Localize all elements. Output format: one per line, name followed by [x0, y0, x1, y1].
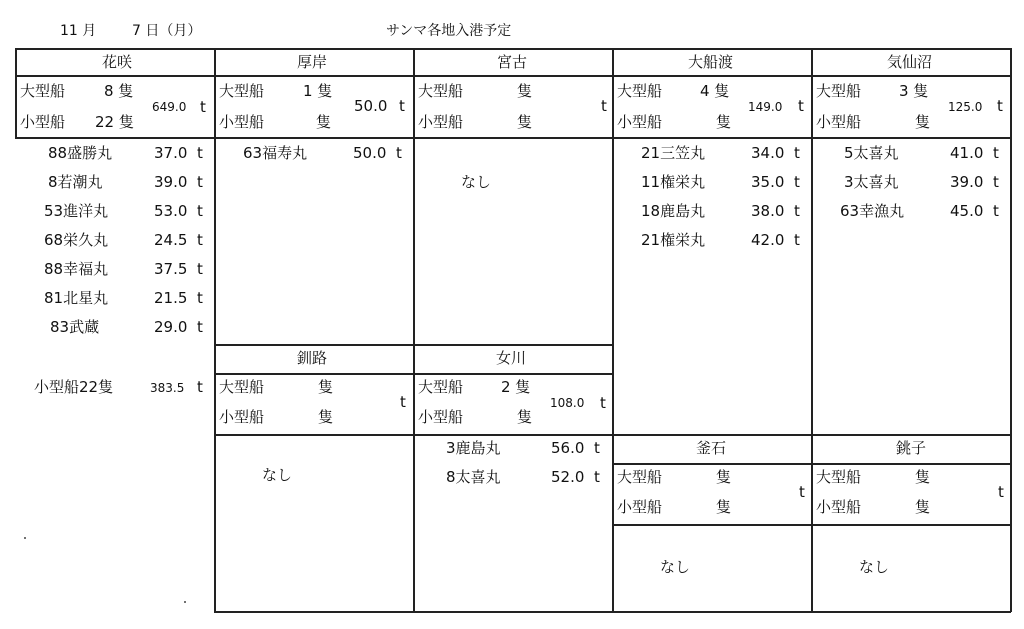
unit-t: t — [794, 202, 800, 220]
small-count: 隻 — [915, 498, 931, 516]
large-count: 8 隻 — [104, 82, 134, 100]
unit-t: t — [794, 231, 800, 249]
none-text: なし — [660, 558, 691, 576]
small-count: 隻 — [517, 113, 533, 131]
unit-t: t — [197, 289, 203, 307]
vessel-name: 53進洋丸 — [44, 202, 109, 220]
vessel-amount: 21.5 — [154, 289, 188, 307]
small-label: 小型船 — [418, 113, 464, 131]
port-name-akkeshi: 厚岸 — [297, 53, 328, 71]
port-name-ofunato: 大船渡 — [688, 53, 734, 71]
small-label: 小型船 — [816, 498, 862, 516]
large-count: 隻 — [318, 378, 334, 396]
large-label: 大型船 — [219, 82, 265, 100]
vessel-name: 88盛勝丸 — [48, 144, 113, 162]
header-month: 11 月 — [60, 23, 97, 39]
unit-t: t — [998, 483, 1004, 501]
large-label: 大型船 — [816, 82, 862, 100]
large-label: 大型船 — [617, 468, 663, 486]
unit-t: t — [197, 144, 203, 162]
vessel-amount: 56.0 — [551, 439, 585, 457]
small-label: 小型船 — [20, 113, 66, 131]
small-count: 隻 — [716, 113, 732, 131]
vessel-name: 83武蔵 — [50, 318, 100, 336]
unit-t: t — [400, 393, 406, 411]
unit-t: t — [594, 468, 600, 486]
page-title: サンマ各地入港予定 — [386, 23, 512, 39]
speck — [184, 601, 186, 603]
total-amount: 649.0 — [152, 100, 187, 114]
vessel-name: 63幸漁丸 — [840, 202, 905, 220]
vessel-name: 8若潮丸 — [48, 173, 103, 191]
port-name-kesennuma: 気仙沼 — [887, 53, 933, 71]
vessel-amount: 38.0 — [751, 202, 785, 220]
unit-t: t — [601, 97, 607, 115]
vessel-name: 68栄久丸 — [44, 231, 109, 249]
large-count: 隻 — [716, 468, 732, 486]
vessel-amount: 39.0 — [154, 173, 188, 191]
vessel-name: 8太喜丸 — [446, 468, 501, 486]
small-count: 隻 — [915, 113, 931, 131]
vessel-name: 81北星丸 — [44, 289, 109, 307]
total-amount: 50.0 — [354, 97, 388, 115]
large-label: 大型船 — [816, 468, 862, 486]
vessel-amount: 39.0 — [950, 173, 984, 191]
large-count: 3 隻 — [899, 82, 929, 100]
unit-t: t — [200, 98, 206, 116]
small-count: 隻 — [316, 113, 332, 131]
unit-t: t — [993, 144, 999, 162]
unit-t: t — [600, 394, 606, 412]
small-count: 隻 — [517, 408, 533, 426]
small-boat-summary-label: 小型船22隻 — [34, 378, 114, 396]
unit-t: t — [396, 144, 402, 162]
port-name-miyako: 宮古 — [497, 53, 528, 71]
large-label: 大型船 — [617, 82, 663, 100]
vessel-amount: 37.0 — [154, 144, 188, 162]
none-text: なし — [262, 466, 293, 484]
large-count: 隻 — [517, 82, 533, 100]
vessel-amount: 35.0 — [751, 173, 785, 191]
large-label: 大型船 — [20, 82, 66, 100]
vessel-name: 3鹿島丸 — [446, 439, 501, 457]
vessel-amount: 29.0 — [154, 318, 188, 336]
small-count: 隻 — [716, 498, 732, 516]
small-label: 小型船 — [816, 113, 862, 131]
small-label: 小型船 — [219, 408, 265, 426]
unit-t: t — [799, 483, 805, 501]
unit-t: t — [993, 202, 999, 220]
unit-t: t — [794, 173, 800, 191]
small-label: 小型船 — [219, 113, 265, 131]
total-amount: 108.0 — [550, 396, 585, 410]
small-count: 隻 — [318, 408, 334, 426]
total-amount: 149.0 — [748, 100, 783, 114]
none-text: なし — [461, 173, 492, 191]
none-text: なし — [859, 558, 890, 576]
vessel-amount: 37.5 — [154, 260, 188, 278]
large-count: 隻 — [915, 468, 931, 486]
large-label: 大型船 — [418, 378, 464, 396]
total-amount: 125.0 — [948, 100, 983, 114]
vessel-name: 88幸福丸 — [44, 260, 109, 278]
speck — [24, 537, 26, 539]
port-name-hanasaki: 花咲 — [102, 53, 133, 71]
unit-t: t — [997, 97, 1003, 115]
small-count: 22 隻 — [95, 113, 134, 131]
unit-t: t — [993, 173, 999, 191]
vessel-name: 11権栄丸 — [641, 173, 706, 191]
header-day: 7 日（月） — [132, 23, 202, 39]
unit-t: t — [197, 318, 203, 336]
small-label: 小型船 — [617, 113, 663, 131]
unit-t: t — [197, 231, 203, 249]
unit-t: t — [197, 173, 203, 191]
vessel-amount: 42.0 — [751, 231, 785, 249]
unit-t: t — [399, 97, 405, 115]
vessel-amount: 52.0 — [551, 468, 585, 486]
unit-t: t — [197, 378, 203, 396]
unit-t: t — [197, 202, 203, 220]
vessel-name: 21権栄丸 — [641, 231, 706, 249]
port-name-kamaishi: 釜石 — [696, 439, 727, 457]
small-label: 小型船 — [418, 408, 464, 426]
vessel-amount: 50.0 — [353, 144, 387, 162]
vessel-amount: 53.0 — [154, 202, 188, 220]
port-name-kushiro: 釧路 — [297, 349, 328, 367]
vessel-name: 3太喜丸 — [844, 173, 899, 191]
vessel-amount: 34.0 — [751, 144, 785, 162]
large-count: 1 隻 — [303, 82, 333, 100]
vessel-name: 18鹿島丸 — [641, 202, 706, 220]
unit-t: t — [594, 439, 600, 457]
large-count: 4 隻 — [700, 82, 730, 100]
vessel-name: 21三笠丸 — [641, 144, 706, 162]
unit-t: t — [798, 97, 804, 115]
large-label: 大型船 — [418, 82, 464, 100]
vessel-amount: 41.0 — [950, 144, 984, 162]
port-name-choshi: 銚子 — [896, 439, 927, 457]
unit-t: t — [197, 260, 203, 278]
vessel-name: 63福寿丸 — [243, 144, 308, 162]
small-boat-summary-amount: 383.5 — [150, 381, 185, 395]
large-count: 2 隻 — [501, 378, 531, 396]
vessel-amount: 45.0 — [950, 202, 984, 220]
unit-t: t — [794, 144, 800, 162]
small-label: 小型船 — [617, 498, 663, 516]
port-name-onagawa: 女川 — [496, 349, 527, 367]
vessel-name: 5太喜丸 — [844, 144, 899, 162]
large-label: 大型船 — [219, 378, 265, 396]
vessel-amount: 24.5 — [154, 231, 188, 249]
